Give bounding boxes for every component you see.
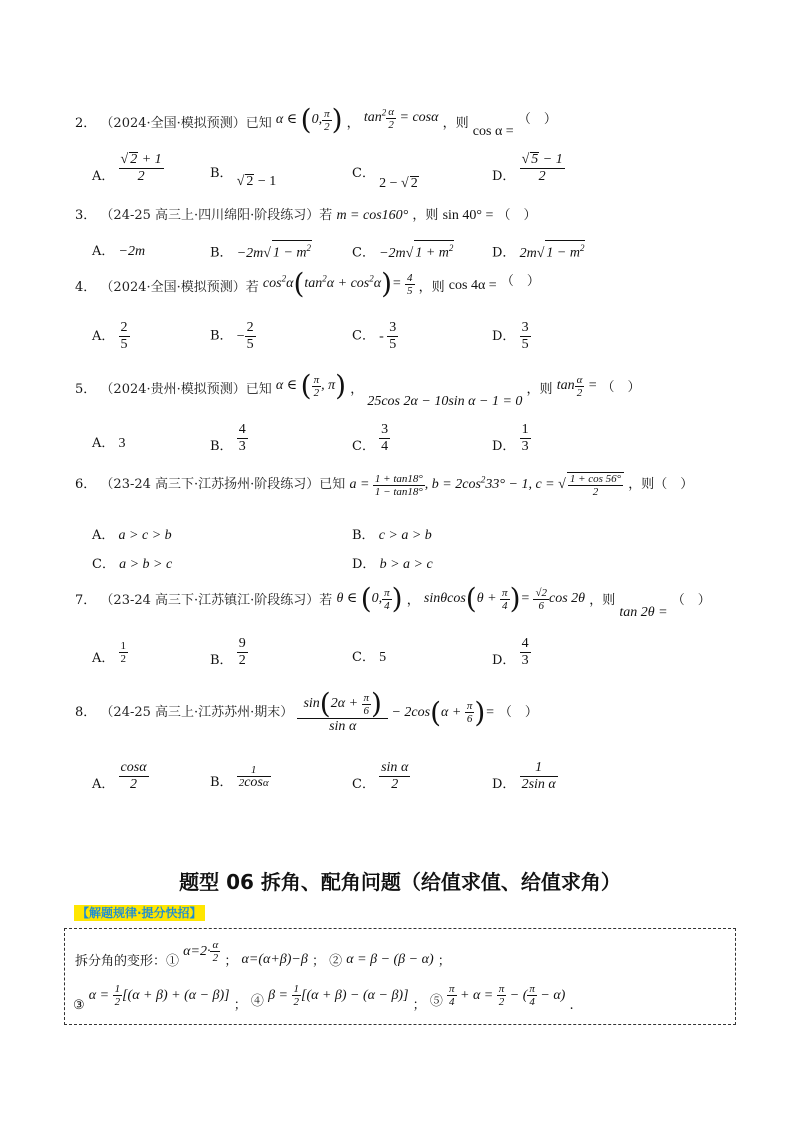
question-number: 3．: [75, 208, 97, 223]
option-value: a > c > b: [118, 528, 172, 543]
math-expr: 2m√ $1 - m^2$: [520, 246, 586, 261]
mark: ④: [250, 993, 264, 1009]
question-mid: ，: [406, 593, 420, 609]
math-expr: tan $\frac{\alpha}{2}$ =: [556, 373, 598, 399]
tip-line-1: [75, 939, 451, 969]
math-expr: α = β − (β − α): [346, 951, 434, 967]
option-c: [352, 646, 386, 666]
option-a: [92, 152, 164, 185]
question-number: 4．: [75, 280, 97, 296]
option-b: [210, 422, 248, 455]
answer-blank: （ ）: [497, 208, 537, 223]
question-number: 5．: [75, 382, 97, 398]
separator: ；: [311, 953, 325, 969]
option-label: B．: [352, 528, 375, 543]
question-tail: ，则: [412, 208, 439, 223]
option-b: [210, 764, 271, 789]
math-expr: $\tan^2$ $\frac{\alpha}{2}$ = cosα: [363, 105, 439, 131]
option-label: A．: [92, 436, 115, 451]
option-c: [352, 422, 390, 455]
question-number: 6．: [75, 477, 97, 493]
option-label: A．: [92, 651, 115, 666]
answer-blank: （ ）: [517, 112, 557, 128]
answer-blank: （ ）: [498, 705, 538, 720]
tip-label: [74, 904, 205, 921]
option-label: B．: [210, 439, 233, 454]
math-expr: √ 2 − 1: [236, 174, 277, 189]
question-source: （23-24 高三下·江苏镇江·阶段练习）若: [100, 593, 333, 609]
question-mid: ，: [346, 116, 360, 132]
math-expr: $\frac{\pi}{4}$ + α = $\frac{\pi}{2}$ − ( $\frac{\pi}{4}$ − α): [448, 983, 566, 1008]
math-expr: α = $\frac{1}{2}$ [(α + β) + (α − β)]: [88, 983, 230, 1008]
question-5: [75, 369, 641, 410]
question-source: （2024·贵州·模拟预测）已知: [100, 382, 272, 398]
option-label: C．: [352, 328, 375, 344]
option-label: A．: [92, 329, 115, 344]
question-source: （2024·全国·模拟预测）已知: [100, 116, 272, 132]
option-label: C．: [92, 557, 115, 572]
answer-blank: （ ）: [500, 274, 540, 290]
option-d: [352, 553, 433, 573]
separator: ；: [233, 997, 247, 1013]
option-d: [492, 152, 565, 185]
option-d: [492, 760, 558, 793]
mark: ⑤: [429, 993, 443, 1009]
question-tail: ，则: [418, 280, 445, 296]
question-tail: ，则: [589, 593, 616, 609]
question-tail: ，则（ ）: [628, 477, 694, 493]
math-expr: $\frac{2}{5}$: [120, 320, 128, 352]
question-tail: ，则: [442, 116, 469, 132]
section-title: 题型 06 拆角、配角问题（给值求值、给值求角）: [179, 870, 621, 894]
math-expr: sin 40° =: [442, 208, 494, 223]
option-value: 5: [379, 650, 387, 665]
math-expr: $\frac{1}{2\cos\alpha}$: [238, 764, 269, 790]
option-label: D．: [492, 245, 516, 261]
option-label: D．: [492, 439, 516, 454]
question-source: （23-24 高三下·江苏扬州·阶段练习）已知: [100, 477, 346, 493]
option-label: A．: [92, 528, 115, 543]
question-source: （24-25 高三上·四川绵阳·阶段练习）若: [100, 208, 333, 223]
option-label: C．: [352, 650, 375, 665]
mark: ②: [329, 953, 343, 969]
option-d: [492, 636, 531, 669]
option-label: D．: [492, 777, 516, 792]
option-b: [210, 240, 312, 262]
math-expr: −2m√ $1 + m^2$: [379, 246, 454, 261]
option-a: [92, 640, 128, 665]
option-label: D．: [492, 169, 516, 184]
option-label: C．: [352, 777, 375, 792]
option-label: D．: [352, 557, 376, 572]
math-expr: $\cos^2\alpha(\tan^2\alpha + \cos^2\alpha)=$ $\frac{4}{5}$: [262, 267, 413, 300]
question-number: 7．: [75, 593, 97, 609]
question-tail: ，则: [526, 382, 553, 398]
question-8: [75, 687, 538, 735]
question-2: [75, 104, 557, 138]
math-expr: α ∈ ( $\frac{\pi}{2}$ , π): [275, 369, 347, 402]
math-expr: θ ∈ (0, $\frac{\pi}{4}$ ): [336, 582, 403, 615]
option-label: C．: [352, 245, 375, 261]
option-a: [92, 432, 126, 452]
question-7: [75, 582, 711, 621]
option-label: A．: [92, 244, 115, 259]
math-expr: $\frac{√ 2 + 1}{2}$: [120, 152, 162, 184]
question-source: （2024·全国·模拟预测）若: [100, 280, 259, 296]
math-expr: − $\frac{2}{5}$: [236, 320, 254, 352]
option-value: c > a > b: [378, 528, 432, 543]
question-mid: ，: [350, 382, 364, 398]
question-source: （24-25 高三上·江苏苏州·期末）: [100, 705, 294, 720]
math-expr: $\frac{\cos\alpha}{2}$: [120, 760, 147, 792]
option-value: 3: [118, 436, 126, 451]
answer-blank: （ ）: [671, 593, 711, 609]
math-expr: 2 − √ 2: [379, 176, 418, 191]
option-c: [352, 760, 410, 793]
option-label: D．: [492, 653, 516, 668]
math-expr: sin(2α + $\frac{\pi}{6}$ ) sin α − 2cos(α + $\frac{\pi}{6}$ )=: [297, 705, 494, 720]
math-expr: cos α =: [472, 124, 514, 140]
math-expr: α=2· $\frac{\alpha}{2}$: [183, 939, 219, 964]
question-4: [75, 267, 540, 300]
math-expr: $\frac{4}{3}$: [238, 422, 246, 454]
option-label: B．: [210, 328, 233, 344]
math-expr: $\frac{4}{3}$: [521, 636, 529, 668]
math-expr: a = $\frac{1 + \tan 18^\circ}{1 - \tan 18^\circ}$ , $b = 2\cos^233^\circ - 1$, c = √ $\frac{1 + \cos 56^\circ}{2}$: [349, 477, 624, 492]
math-expr: tan 2θ =: [619, 605, 668, 621]
math-expr: $\frac{3}{4}$: [381, 422, 389, 454]
option-a: [92, 524, 172, 544]
option-b: [210, 636, 248, 669]
option-label: C．: [352, 166, 375, 181]
option-label: D．: [492, 329, 516, 344]
tip-intro: 拆分角的变形：①: [75, 953, 180, 969]
option-d: [492, 422, 531, 455]
math-expr: $\frac{3}{5}$: [521, 320, 529, 352]
math-expr: $\frac{\text{sin α}}{2}$: [381, 760, 409, 792]
math-expr: α=(α+β)−β: [241, 951, 308, 967]
option-value: a > b > c: [119, 557, 173, 572]
option-b: [210, 162, 277, 189]
mark: ③: [73, 997, 85, 1013]
question-6: [75, 472, 693, 498]
math-expr: - $\frac{3}{5}$: [379, 320, 397, 352]
math-expr: $\frac{9}{2}$: [238, 636, 246, 668]
tip-box: [64, 928, 736, 1025]
separator: ；: [224, 953, 238, 969]
option-label: A．: [92, 777, 115, 792]
math-expr: $\frac{1}{\text{2sin α}}$: [521, 760, 556, 792]
option-label: A．: [92, 169, 115, 184]
end-mark: .: [569, 997, 574, 1013]
option-label: B．: [210, 166, 233, 181]
option-d: [492, 240, 585, 262]
separator: ；: [437, 953, 451, 969]
option-c: [352, 162, 419, 191]
option-c: [92, 553, 172, 573]
option-label: C．: [352, 439, 375, 454]
tip-line-2: [73, 983, 574, 1013]
question-number: 8．: [75, 705, 97, 720]
math-expr: cos 4α =: [448, 278, 497, 294]
option-label: B．: [210, 775, 233, 790]
math-expr: $\frac{1}{3}$: [521, 422, 529, 454]
option-b: [352, 524, 432, 544]
option-a: [92, 760, 149, 793]
separator: ；: [412, 997, 426, 1013]
option-d: [492, 320, 531, 353]
option-a: [92, 320, 130, 353]
question-number: 2．: [75, 116, 97, 132]
tip-badge: 【解题规律·提分快招】: [74, 905, 205, 921]
math-expr: m = cos160°: [336, 208, 409, 223]
option-label: B．: [210, 245, 233, 261]
option-b: [210, 320, 256, 353]
math-expr: β = $\frac{1}{2}$ [(α + β) − (α − β)]: [268, 983, 409, 1008]
question-3: [75, 204, 537, 224]
option-label: B．: [210, 653, 233, 668]
option-c: [352, 240, 454, 262]
math-expr: 25cos 2α − 10sin α − 1 = 0: [367, 394, 523, 410]
math-expr: α ∈ (0, $\frac{\pi}{2}$ ): [275, 103, 343, 136]
option-c: [352, 320, 398, 353]
option-a: [92, 240, 145, 260]
answer-blank: （ ）: [601, 380, 641, 396]
math-expr: $\frac{1}{2}$: [120, 640, 127, 665]
math-expr: $\frac{√ 5 - 1}{2}$: [521, 152, 563, 184]
math-expr: sinθcos(θ + $\frac{\pi}{4}$ )= $\frac{√2}{6}$ cos 2θ: [423, 582, 586, 615]
option-value: b > a > c: [379, 557, 433, 572]
math-expr: −2m√ $1 - m^2$: [237, 246, 312, 261]
math-expr: −2m: [118, 244, 146, 259]
